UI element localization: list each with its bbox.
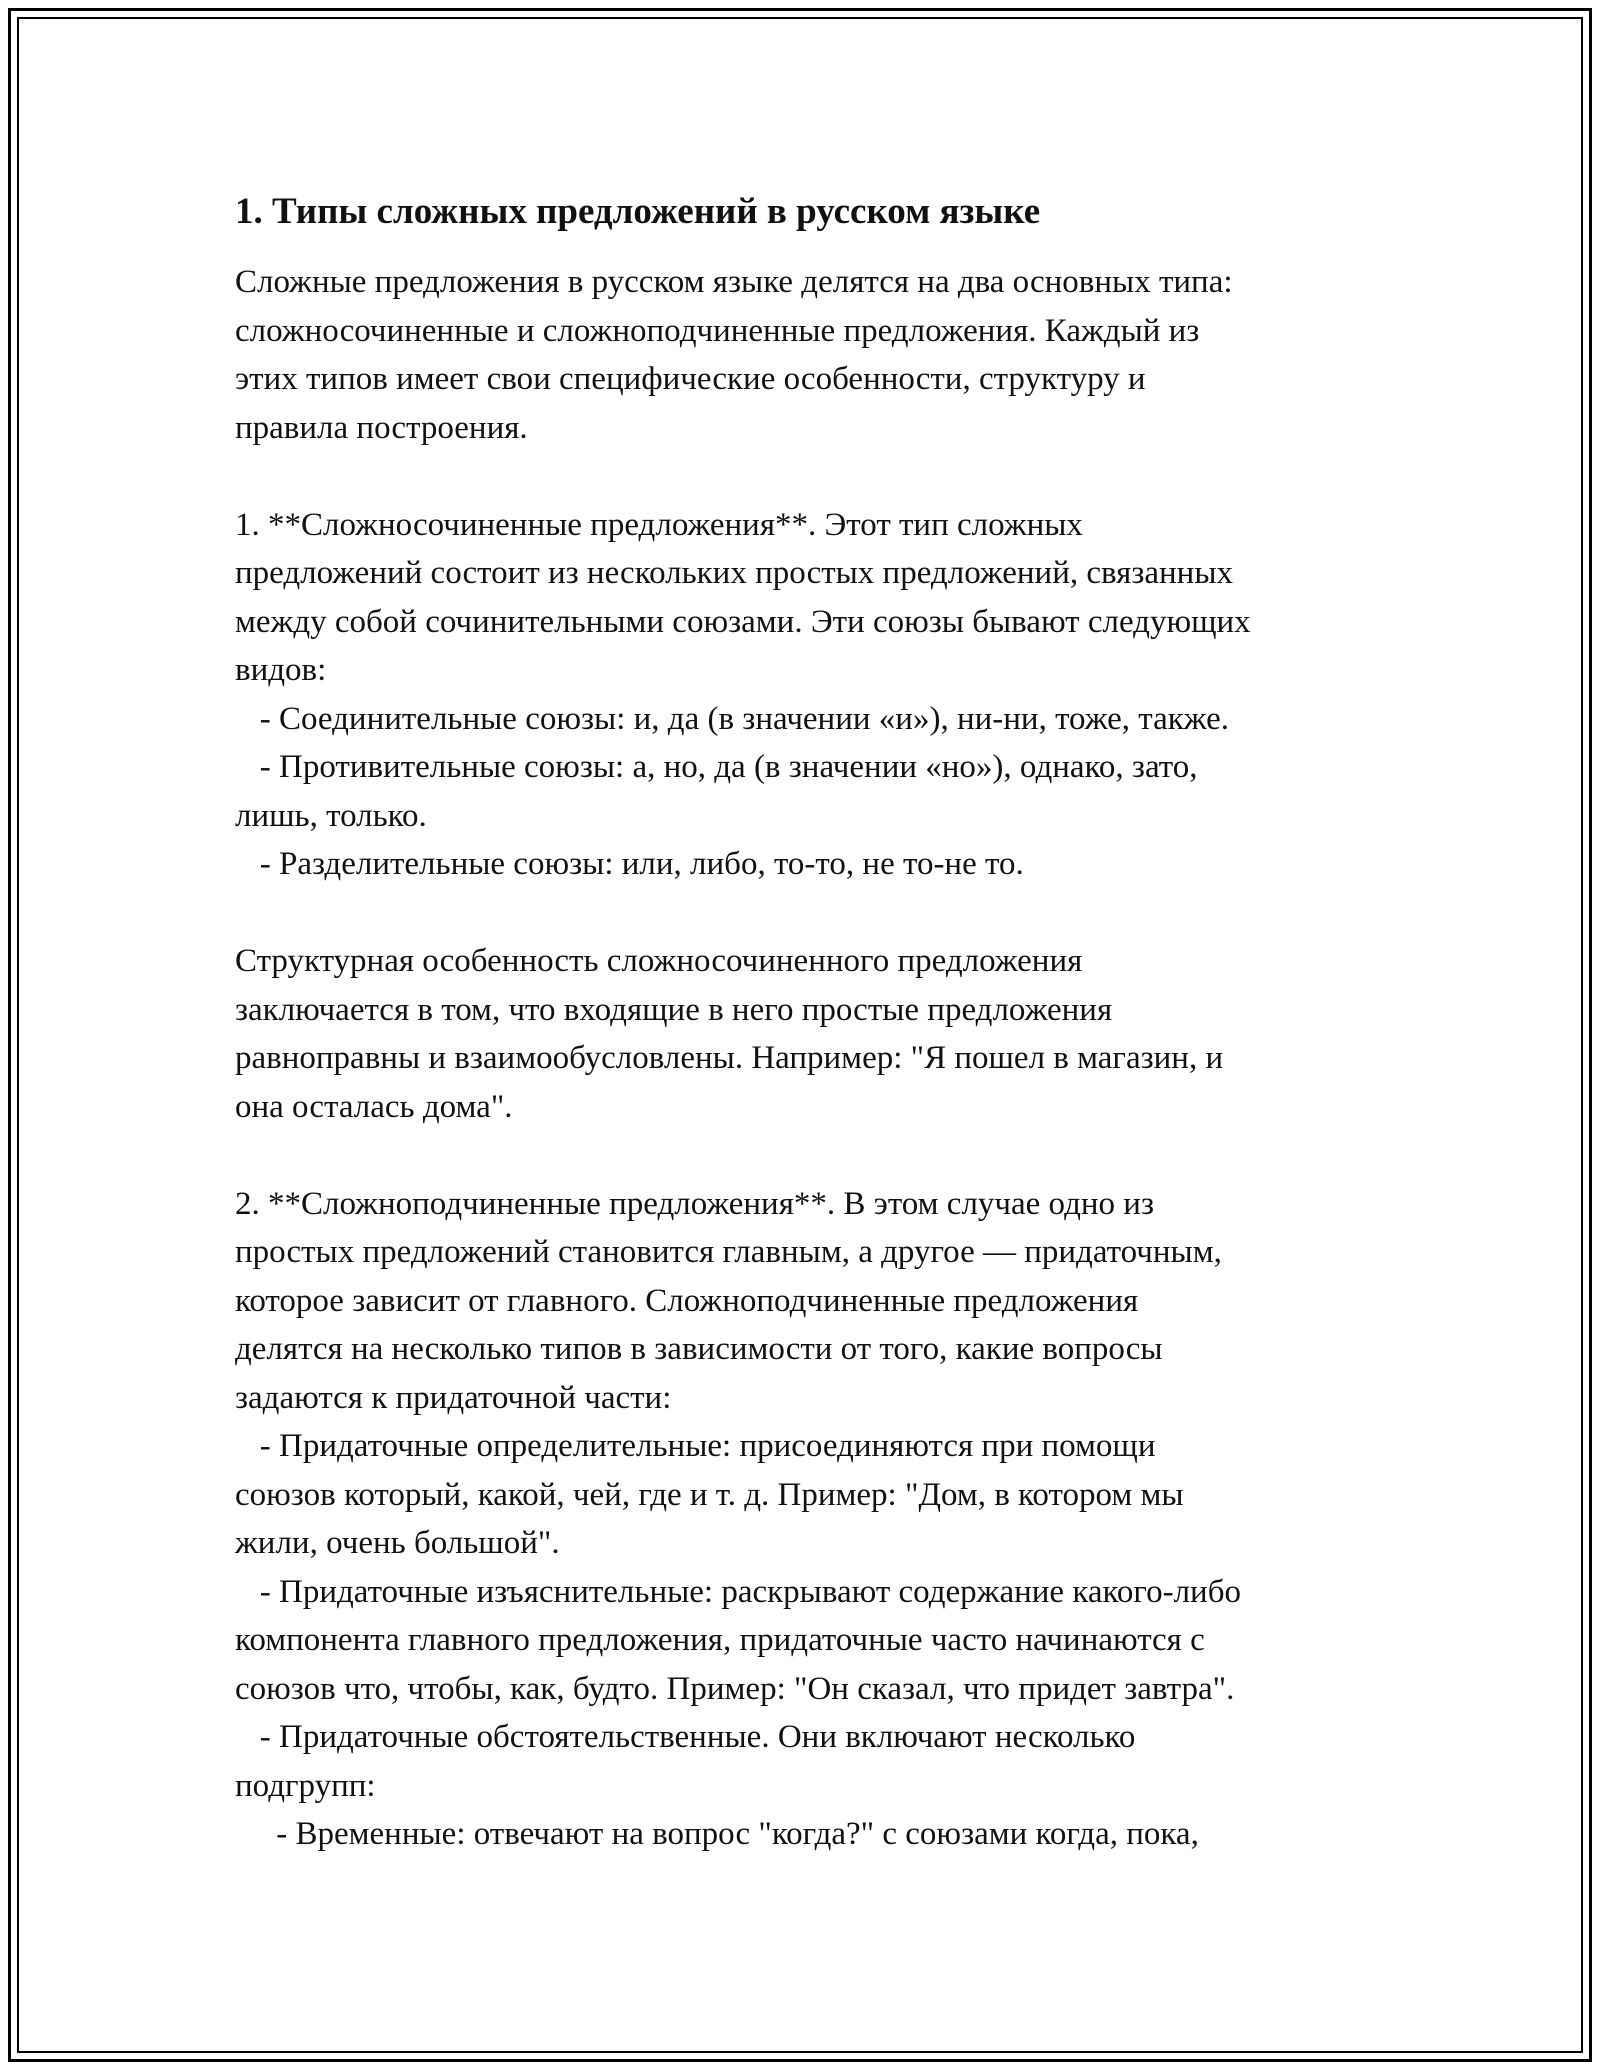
- document-content: [235, 188, 1375, 1859]
- document-body: Сложные предложения в русском языке делятся на два основных типа: сложносочиненные и сложноподчиненные предложения. Каждый из этих типов имеет свои специфические особенности, структуру и правила построения. 1. **Сложносочиненные предложения**. Этот тип сложных предложений состоит из нескольких простых предложений, связанных между собой сочинительными союзами. Эти союзы бывают следующих видов: - Соединительные союзы: и, да (в значении «и»), ни-ни, тоже, также. - Противительные союзы: а, но, да (в значении «но»), однако, зато, лишь, только. - Разделительные союзы: или, либо, то-то, не то-не то. Структурная особенность сложносочиненного предложения заключается в том, что входящие в него простые предложения равноправны и взаимообусловлены. Например: "Я пошел в магазин, и она осталась дома". 2. **Сложноподчиненные предложения**. В этом случае одно из простых предложений становится главным, а другое — придаточным, которое зависит от главного. Сложноподчиненные предложения делятся на несколько типов в зависимости от того, какие вопросы задаются к придаточной части: - Придаточные определительные: присоединяются при помощи союзов который, какой, чей, где и т. д. Пример: "Дом, в котором мы жили, очень большой". - Придаточные изъяснительные: раскрывают содержание какого-либо компонента главного предложения, придаточные часто начинаются с союзов что, чтобы, как, будто. Пример: "Он сказал, что придет завтра". - Придаточные обстоятельственные. Они включают несколько подгрупп: - Временные: отвечают на вопрос "когда?" с союзами когда, пока,: [235, 264, 1251, 1852]
- document-title: 1. Типы сложных предложений в русском языке: [235, 191, 1041, 232]
